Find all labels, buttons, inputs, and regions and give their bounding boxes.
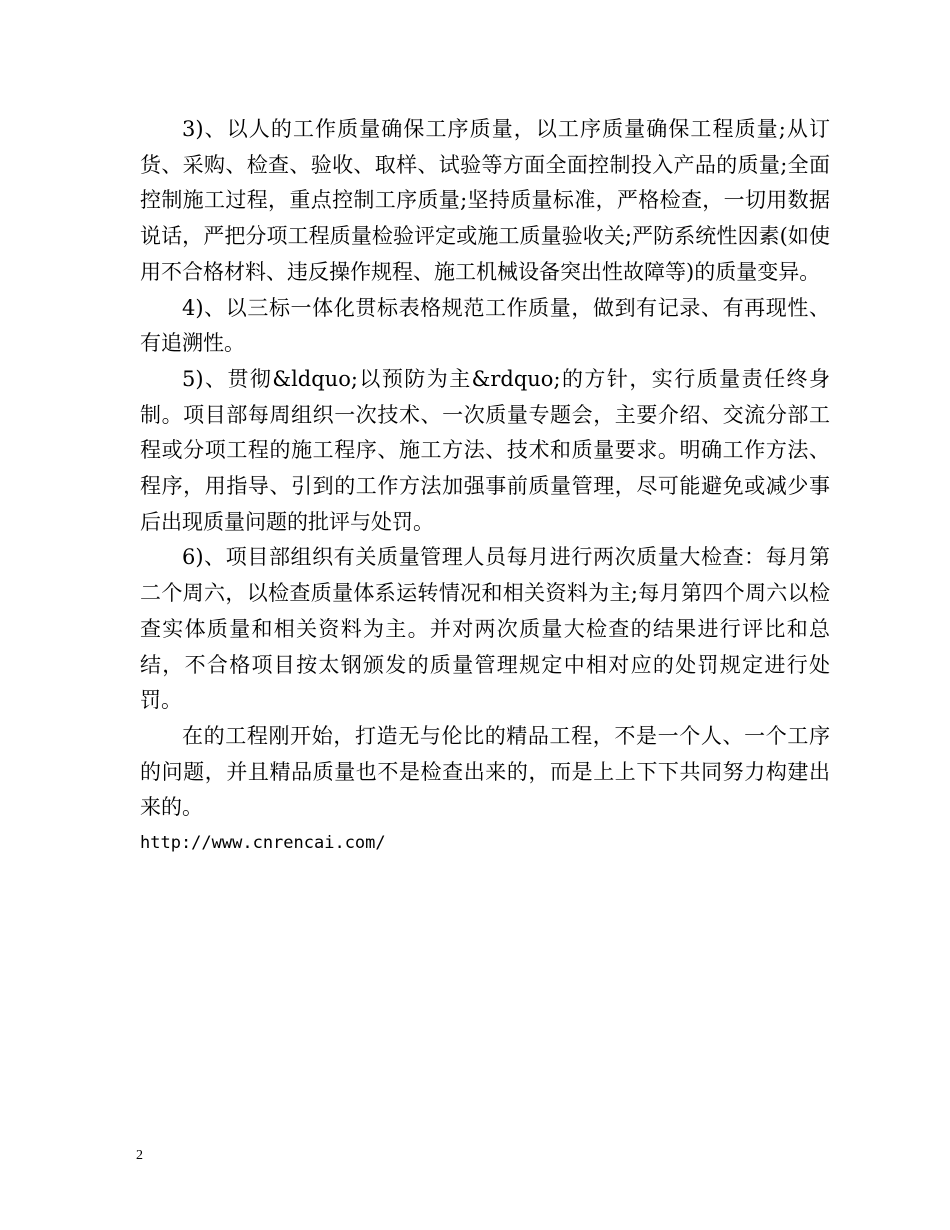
paragraph-conclusion: 在的工程刚开始，打造无与伦比的精品工程，不是一个人、一个工序的问题，并且精品质量也不是检查出来的，而是上上下下共同努力构建出来的。 — [140, 723, 830, 820]
paragraph-three-standards: 4)、以三标一体化贯标表格规范工作质量，做到有记录、有再现性、有追溯性。 — [140, 295, 830, 356]
paragraph-prevention-policy: 5)、贯彻&ldquo;以预防为主&rdquo;的方针，实行质量责任终身制。项目部每周组织一次技术、一次质量专题会，主要介绍、交流分部工程或分项工程的施工程序、施工方法、技术和质量要求。明确工作方法、程序，用指导、引到的工作方法加强事前质量管理，尽可能避免或减少事后出现质量问题的批评与处罚。 — [140, 366, 830, 534]
source-url: http://www.cnrencai.com/ — [140, 833, 386, 854]
document-body — [140, 112, 830, 862]
paragraph-monthly-inspection: 6)、项目部组织有关质量管理人员每月进行两次质量大检查：每月第二个周六，以检查质量体系运转情况和相关资料为主;每月第四个周六以检查实体质量和相关资料为主。并对两次质量大检查的结果进行评比和总结，不合格项目按太钢颁发的质量管理规定中相对应的处罚规定进行处罚。 — [140, 545, 830, 713]
paragraph-quality-control: 3)、以人的工作质量确保工序质量，以工序质量确保工程质量;从订货、采购、检查、验收、取样、试验等方面全面控制投入产品的质量;全面控制施工过程，重点控制工序质量;坚持质量标准，严格检查，一切用数据说话，严把分项工程质量检验评定或施工质量验收关;严防系统性因素(如使用不合格材料、违反操作规程、施工机械设备突出性故障等)的质量变异。 — [140, 117, 830, 284]
page-number: 2 — [136, 1148, 143, 1163]
